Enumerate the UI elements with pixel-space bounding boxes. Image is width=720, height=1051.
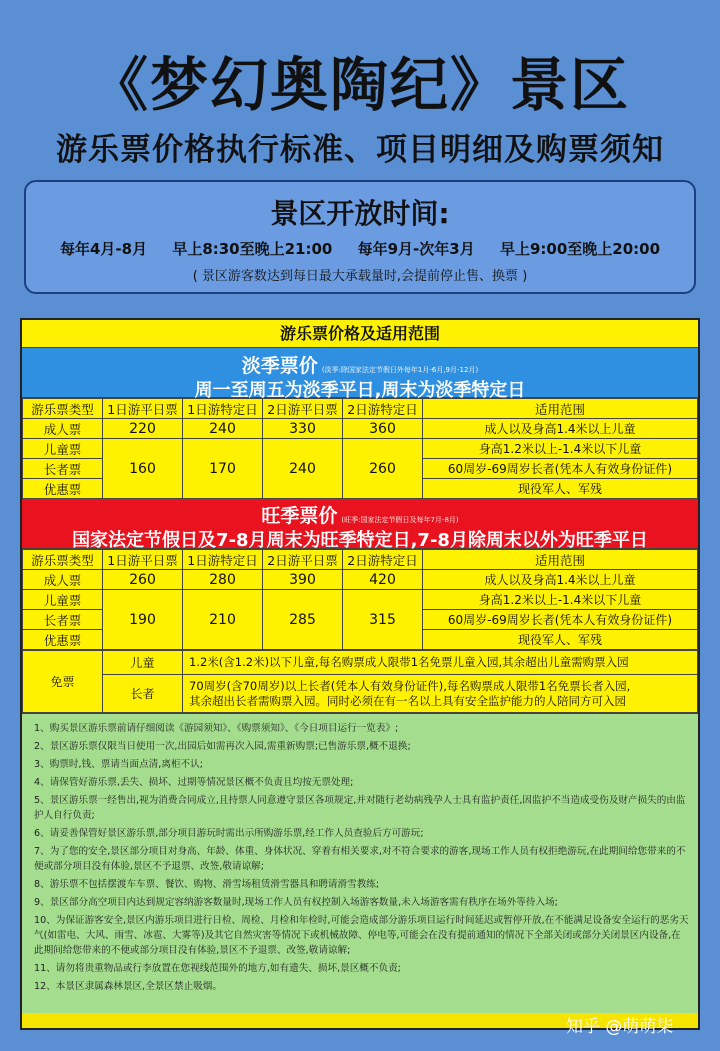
table-row	[23, 570, 698, 590]
scope-cell: 现役军人、军残	[423, 479, 698, 499]
header-cell: 1日游特定日	[183, 550, 263, 570]
ticket-type: 成人票	[23, 570, 103, 590]
note-item: 11、请勿将贵重物品或行李放置在您视线范围外的地方,如有遗失、损坏,景区概不负责;	[34, 963, 401, 974]
free-senior-desc-line-1: 70周岁(含70周岁)以上长者(凭本人有效身份证件),每名购票成人限带1名免票长者入园,	[189, 678, 631, 693]
header-cell: 2日游特定日	[343, 399, 423, 419]
note-item: 6、请妥善保管好景区游乐票,部分项目游玩时需出示所购游乐票,经工作人员查验后方可游玩;	[34, 828, 424, 839]
table-row	[23, 590, 698, 610]
ticket-type: 儿童票	[23, 439, 103, 459]
note-item: 3、购票时,钱、票请当面点清,离柜不认;	[34, 759, 203, 770]
price-cell: 315	[343, 590, 423, 650]
watermark: 知乎 @萌萌柒	[566, 1017, 674, 1037]
scope-cell: 现役军人、军残	[423, 630, 698, 650]
table-row	[23, 419, 698, 439]
header-cell: 2日游平日票	[263, 399, 343, 419]
price-cell: 280	[183, 570, 263, 590]
ticket-type: 优惠票	[23, 630, 103, 650]
note-item: 1、购买景区游乐票前请仔细阅读《游园须知》、《购票须知》、《今日项目运行一览表》;	[34, 723, 399, 734]
peak-season-table	[22, 549, 698, 650]
header-cell: 2日游平日票	[263, 550, 343, 570]
scope-cell: 身高1.2米以上-1.4米以下儿童	[423, 439, 698, 459]
peak-season-label: 旺季票价	[261, 505, 338, 527]
scope-cell: 身高1.2米以上-1.4米以下儿童	[423, 590, 698, 610]
scope-cell: 成人以及身高1.4米以上儿童	[423, 570, 698, 590]
ticket-type: 儿童票	[23, 590, 103, 610]
note-item: 7、为了您的安全,景区部分项目对身高、年龄、体重、身体状况、穿着有相关要求,对不符合要求的游客,现场工作人员有权拒绝游玩,在此期间给您带来的不便或部分项目没有体验,景区不予退票、改签,敬请谅解;	[34, 846, 686, 872]
free-child-label: 儿童	[103, 651, 183, 675]
note-item: 8、游乐票不包括摆渡车车票、餐饮、购物、滑雪场租赁滑雪器具和聘请滑雪教练;	[34, 879, 380, 890]
price-table-title: 游乐票价格及适用范围	[22, 320, 698, 348]
price-cell: 260	[343, 439, 423, 499]
opening-hours-box	[24, 180, 696, 294]
table-header-row	[23, 550, 698, 570]
ticket-type: 成人票	[23, 419, 103, 439]
note-item: 5、景区游乐票一经售出,视为消费合同成立,且持票人同意遵守景区各项规定,并对随行老幼病残孕人士具有监护责任,因监护不当造成受伤及财产损失的由监护人自行负责;	[34, 795, 686, 821]
price-cell: 420	[343, 570, 423, 590]
period-1: 每年4月-8月	[59, 240, 148, 258]
free-senior-label: 长者	[103, 675, 183, 713]
price-cell: 390	[263, 570, 343, 590]
header-cell: 适用范围	[423, 399, 698, 419]
opening-hours-title: 景区开放时间:	[270, 197, 450, 230]
peak-season-note: (旺季:国家法定节假日及每年7月-8月)	[341, 516, 459, 524]
peak-season-desc: 国家法定节假日及7-8月周末为旺季特定日,7-8月除周末以外为旺季平日	[72, 530, 648, 551]
free-senior-desc	[183, 675, 698, 713]
ticket-type: 优惠票	[23, 479, 103, 499]
table-row	[23, 651, 698, 675]
header-cell: 1日游平日票	[103, 399, 183, 419]
scope-cell: 60周岁-69周岁长者(凭本人有效身份证件)	[423, 610, 698, 630]
price-cell: 220	[103, 419, 183, 439]
page-title: 《梦幻奥陶纪》景区	[89, 51, 630, 119]
free-senior-desc-line-2: 其余超出长者需购票入园。同时必须在有一名以上具有安全监护能力的人陪同方可入园	[189, 693, 626, 708]
header-cell: 1日游特定日	[183, 399, 263, 419]
note-item: 2、景区游乐票仅限当日使用一次,出园后如需再次入园,需重新购票;已售游乐票,概不退换;	[34, 741, 411, 752]
table-row	[23, 675, 698, 713]
off-season-desc: 周一至周五为淡季平日,周末为淡季特定日	[194, 380, 526, 401]
price-cell: 285	[263, 590, 343, 650]
purchase-notes	[22, 713, 698, 1013]
note-item: 4、请保管好游乐票,丢失、损坏、过期等情况景区概不负责且均按无票处理;	[34, 777, 354, 788]
opening-hours-note: ( 景区游客数达到每日最大承载量时,会提前停止售、换票 )	[192, 269, 528, 284]
off-season-note: (淡季:除国家法定节假日外每年1月-6月,9月-12月)	[321, 366, 479, 374]
price-cell: 170	[183, 439, 263, 499]
off-season-header	[22, 348, 698, 401]
price-cell: 210	[183, 590, 263, 650]
table-row	[23, 439, 698, 459]
price-cell: 190	[103, 590, 183, 650]
time-1: 早上8:30至晚上21:00	[172, 240, 333, 258]
ticket-type: 免票	[23, 651, 103, 713]
note-item: 12、本景区隶属森林景区,全景区禁止吸烟。	[34, 981, 222, 992]
price-cell: 260	[103, 570, 183, 590]
header-cell: 游乐票类型	[23, 399, 103, 419]
note-item: 9、景区部分高空项目内达到规定容纳游客数量时,现场工作人员有权控制入场游客数量,未入场游客需有秩序在场外等待入场;	[34, 897, 558, 908]
scope-cell: 成人以及身高1.4米以上儿童	[423, 419, 698, 439]
peak-season-header	[22, 499, 698, 549]
header-cell: 游乐票类型	[23, 550, 103, 570]
header-cell: 2日游特定日	[343, 550, 423, 570]
off-season-label: 淡季票价	[241, 355, 318, 377]
ticket-type: 长者票	[23, 459, 103, 479]
table-header-row	[23, 399, 698, 419]
scope-cell: 60周岁-69周岁长者(凭本人有效身份证件)	[423, 459, 698, 479]
opening-hours-line	[26, 238, 694, 259]
price-cell: 160	[103, 439, 183, 499]
off-season-table	[22, 398, 698, 499]
price-cell: 240	[183, 419, 263, 439]
free-child-desc: 1.2米(含1.2米)以下儿童,每名购票成人限带1名免票儿童入园,其余超出儿童需购票入园	[183, 651, 698, 675]
price-panel	[20, 318, 700, 1030]
period-2: 每年9月-次年3月	[357, 240, 475, 258]
free-ticket-table	[22, 650, 698, 713]
ticket-type: 长者票	[23, 610, 103, 630]
note-item: 10、为保证游客安全,景区内游乐项目进行日检、周检、月检和年检时,可能会造成部分游乐项目运行时间延迟或暂停开放,在不能满足设备安全运行的恶劣天气(如雷电、大风、雨雪、冰雹、大雾等)及其它自然灾害等情况下或机械故障、停电等,可能会在没有提前通知的情况下全部关闭或部分关闭景区内设备,在此期间给您带来的不便或部分项目没有体验,景区不予退票、改签,敬请谅解;	[34, 915, 689, 956]
header-cell: 1日游平日票	[103, 550, 183, 570]
price-cell: 330	[263, 419, 343, 439]
header-cell: 适用范围	[423, 550, 698, 570]
price-cell: 360	[343, 419, 423, 439]
price-cell: 240	[263, 439, 343, 499]
page-subtitle: 游乐票价格执行标准、项目明细及购票须知	[56, 132, 664, 168]
time-2: 早上9:00至晚上20:00	[499, 240, 661, 258]
